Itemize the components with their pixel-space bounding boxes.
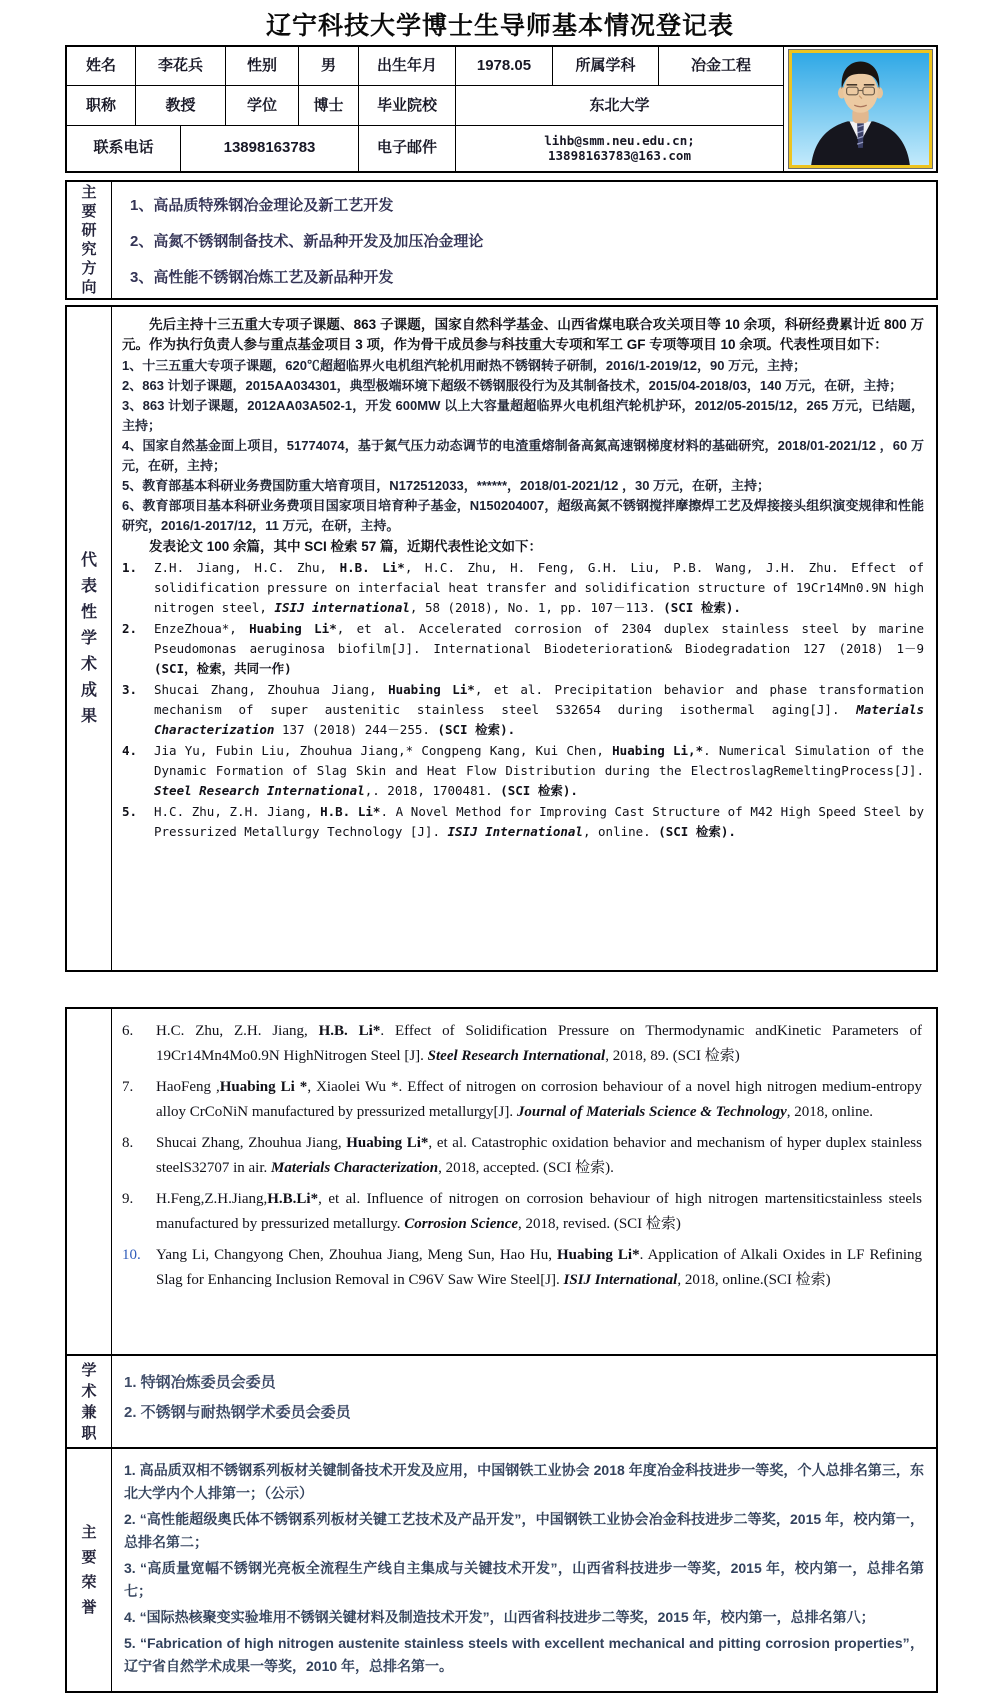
gender-label: 性别	[226, 47, 299, 85]
duties-label: 学术兼职	[81, 1361, 97, 1442]
email-line-1: lihb@smm.neu.edu.cn;	[544, 133, 695, 149]
discipline-label: 所属学科	[553, 47, 659, 85]
list-item: 1. 高品质双相不锈钢系列板材关键制备技术开发及应用，中国钢铁工业协会 2018 年度冶金科技进步一等奖，个人总排名第三，东北大学内个人排第一；（公示）	[124, 1462, 924, 1501]
achievements-label-col	[67, 307, 112, 970]
publication-item	[122, 1019, 922, 1069]
section-achievements-continued	[67, 1009, 936, 1354]
publications-intro: 发表论文 100 余篇，其中 SCI 检索 57 篇，近期代表性论文如下：	[149, 539, 543, 554]
list-item: 2. 不锈钢与耐热钢学术委员会委员	[124, 1404, 351, 1421]
publication-item	[122, 619, 924, 679]
section-achievements	[65, 305, 938, 972]
list-item: 1、高品质特殊钢冶金理论及新工艺开发	[130, 197, 394, 214]
publication-text: Shucai Zhang, Zhouhua Jiang, Huabing Li*, et al. Precipitation behavior and phase transformation mechanism of super austenitic stainless steel S32654 during isothermal aging[J]. Materials Characterization 137 (2018) 244－255. (SCI 检索).	[154, 682, 924, 737]
publication-item	[122, 802, 924, 842]
email-label: 电子邮件	[359, 126, 456, 171]
list-item: 5、教育部基本科研业务费国防重大培育项目，N172512033，******，2018/01-2021/12 ，30 万元，在研，主持；	[122, 478, 771, 493]
list-item: 4. “国际热核聚变实验堆用不锈钢关键材料及制造技术开发”，山西省科技进步二等奖，2015 年，校内第一，总排名第八；	[124, 1609, 875, 1625]
list-item: 1. 特钢冶炼委员会委员	[124, 1374, 276, 1391]
list-item: 4、国家自然基金面上项目，51774074，基于氮气压力动态调节的电渣重熔制备高氮高速钢梯度材料的基础研究，2018/01-2021/12 ，60 万元，在研，主持；	[122, 438, 924, 473]
achievements-content	[112, 307, 936, 970]
publication-item	[122, 741, 924, 801]
publication-item	[122, 680, 924, 740]
list-item: 2、863 计划子课题，2015AA034301，典型极端环境下超级不锈钢服役行为及其制备技术，2015/04-2018/03，140 万元，在研，主持；	[122, 378, 903, 393]
section-research-directions	[65, 180, 938, 300]
school-value: 东北大学	[589, 96, 650, 114]
publication-list-page1	[122, 558, 924, 842]
gender-value: 男	[299, 47, 359, 85]
birth-label: 出生年月	[359, 47, 456, 85]
publication-number: 5.	[122, 804, 138, 819]
publication-item	[122, 1187, 922, 1237]
list-item: 6、教育部项目基本科研业务费项目国家项目培育种子基金，N150204007，超级高氮不锈钢搅拌摩擦焊工艺及焊接接头组织演变规律和性能研究，2016/1-2017/12，11 万元，在研，主持。	[122, 498, 924, 533]
birth-value: 1978.05	[456, 47, 553, 85]
info-row-3	[67, 126, 783, 171]
phone-value: 13898163783	[181, 126, 359, 171]
publication-text: Shucai Zhang, Zhouhua Jiang, Huabing Li*, et al. Catastrophic oxidation behavior and mechanism of hyper duplex stainless steelS32707 in air. Materials Characterization, 2018, accepted. (SCI 检索).	[156, 1135, 922, 1176]
publication-list-page2	[112, 1009, 936, 1354]
duties-label-col	[67, 1356, 112, 1447]
achievements-cont-label-col	[67, 1009, 112, 1354]
list-item: 1、十三五重大专项子课题，620℃超超临界火电机组汽轮机用耐热不锈钢转子研制，2016/1-2019/12，90 万元，主持；	[122, 358, 807, 373]
publication-number: 1.	[122, 560, 138, 575]
achievements-intro: 先后主持十三五重大专项子课题、863 子课题，国家自然科学基金、山西省煤电联合攻关项目等 10 余项，科研经费累计近 800 万元。作为执行负责人参与重点基金项目 3 项，作为骨干成员参与科技重大专项和军工 GF 专项等项目 10 余项。代表性项目如下：	[122, 317, 924, 352]
name-label: 姓名	[67, 47, 136, 85]
portrait-photo	[789, 50, 932, 168]
publication-text: H.Feng,Z.H.Jiang,H.B.Li*, et al. Influence of nitrogen on corrosion behaviour of high nitrogen martensiticstainless steels manufactured by pressurized metallurgy. Corrosion Science, 2018, revised. (SCI 检索)	[156, 1191, 922, 1232]
list-item: 2. “高性能超级奥氏体不锈钢系列板材关键工艺技术及产品开发”，中国钢铁工业协会冶金科技进步二等奖，2015 年，校内第一，总排名第二；	[124, 1511, 924, 1550]
publication-number: 10.	[122, 1247, 141, 1263]
list-item: 5. “Fabrication of high nitrogen austenite stainless steels with excellent mechanical and pitting corrosion properties”，辽宁省自然学术成果一等奖，2010 年，总排名第一。	[124, 1635, 924, 1674]
info-grid	[67, 47, 783, 171]
research-label-col	[67, 182, 112, 298]
prof-title-value: 教授	[136, 86, 226, 124]
research-list	[112, 182, 936, 298]
school-label: 毕业院校	[359, 86, 456, 124]
honors-list	[112, 1449, 936, 1691]
publication-text: HaoFeng ,Huabing Li *, Xiaolei Wu *. Effect of nitrogen on corrosion behaviour of a novel high nitrogen medium-entropy alloy CrCoNiN manufactured by pressurized metallurgy[J]. Journal of Materials Science & Technology, 2018, online.	[156, 1079, 922, 1120]
list-item: 3、高性能不锈钢冶炼工艺及新品种开发	[130, 269, 394, 286]
achievements-label: 代表性学术成果	[80, 551, 97, 725]
publication-number: 6.	[122, 1023, 134, 1039]
publication-text: Jia Yu, Fubin Liu, Zhouhua Jiang,* Congpeng Kang, Kui Chen, Huabing Li,*. Numerical Simulation of the Dynamic Formation of Slag Skin and Heat Flow Distribution during the ElectroslagRemeltingProcess[J]. Steel Research International,. 2018, 1700481. (SCI 检索).	[154, 743, 924, 798]
info-row-2	[67, 86, 783, 125]
publication-number: 8.	[122, 1135, 134, 1151]
publication-number: 2.	[122, 621, 138, 636]
list-item: 2、高氮不锈钢制备技术、新品种开发及加压冶金理论	[130, 233, 484, 250]
phone-label: 联系电话	[67, 126, 181, 171]
page2-table	[65, 1007, 938, 1693]
research-label: 主要研究方向	[81, 184, 97, 296]
publication-number: 9.	[122, 1191, 134, 1207]
publication-number: 3.	[122, 682, 138, 697]
publication-text: Z.H. Jiang, H.C. Zhu, H.B. Li*, H.C. Zhu, H. Feng, G.H. Liu, P.B. Wang, J.H. Zhu. Effect of solidification pressure on interfacial heat transfer and solidification structure of 19Cr14Mn0.9N high nitrogen steel, ISIJ international, 58 (2018), No. 1, pp. 107－113. (SCI 检索).	[154, 560, 924, 615]
publication-text: H.C. Zhu, Z.H. Jiang, H.B. Li*. Effect of Solidification Pressure on Thermodynamic andKinetic Parameters of 19Cr14Mn4Mo0.9N HighNitrogen Steel [J]. Steel Research International, 2018, 89. (SCI 检索)	[156, 1023, 922, 1064]
honors-label-col	[67, 1449, 112, 1691]
degree-value: 博士	[299, 86, 359, 124]
honors-label: 主要荣誉	[81, 1524, 97, 1616]
name-value: 李花兵	[136, 47, 226, 85]
list-item: 3、863 计划子课题，2012AA03A502-1，开发 600MW 以上大容量超超临界火电机组汽轮机护环，2012/05-2015/12，265 万元，已结题，主持；	[122, 398, 924, 433]
publication-number: 7.	[122, 1079, 134, 1095]
photo-cell	[783, 47, 936, 171]
discipline-value: 冶金工程	[690, 57, 751, 75]
publication-item	[122, 558, 924, 618]
list-item: 3. “高质量宽幅不锈钢光亮板全流程生产线自主集成与关键技术开发”，山西省科技进步一等奖，2015 年，校内第一，总排名第七；	[124, 1560, 924, 1599]
publication-item	[122, 1131, 922, 1181]
publication-text: EnzeZhoua*, Huabing Li*, et al. Accelerated corrosion of 2304 duplex stainless steel by marine Pseudomonas aeruginosa biofilm[J]. International Biodeterioration& Biodegradation 127 (2018) 1－9 (SCI，检索，共同一作)	[154, 621, 924, 676]
page-title: 辽宁科技大学博士生导师基本情况登记表	[265, 12, 734, 40]
prof-title-label: 职称	[67, 86, 136, 124]
publication-text: H.C. Zhu, Z.H. Jiang, H.B. Li*. A Novel Method for Improving Cast Structure of M42 High Speed Steel by Pressurized Metallurgy Technology [J]. ISIJ International, online. (SCI 检索).	[154, 804, 924, 839]
project-list	[122, 356, 924, 536]
publication-item	[122, 1243, 922, 1293]
email-line-2: 13898163783@163.com	[548, 148, 691, 164]
info-row-1	[67, 47, 783, 86]
section-academic-duties	[67, 1354, 936, 1447]
section-main-honors	[67, 1447, 936, 1691]
degree-label: 学位	[226, 86, 299, 124]
publication-item	[122, 1075, 922, 1125]
duties-list	[112, 1356, 936, 1447]
publication-text: Yang Li, Changyong Chen, Zhouhua Jiang, Meng Sun, Hao Hu, Huabing Li*. Application of Alkali Oxides in LF Refining Slag for Enhancing Inclusion Removal in C96V Saw Wire Steel[J]. ISIJ International, 2018, online.(SCI 检索)	[156, 1247, 922, 1288]
publication-number: 4.	[122, 743, 138, 758]
email-value	[456, 126, 783, 171]
personal-info-table	[65, 45, 938, 173]
